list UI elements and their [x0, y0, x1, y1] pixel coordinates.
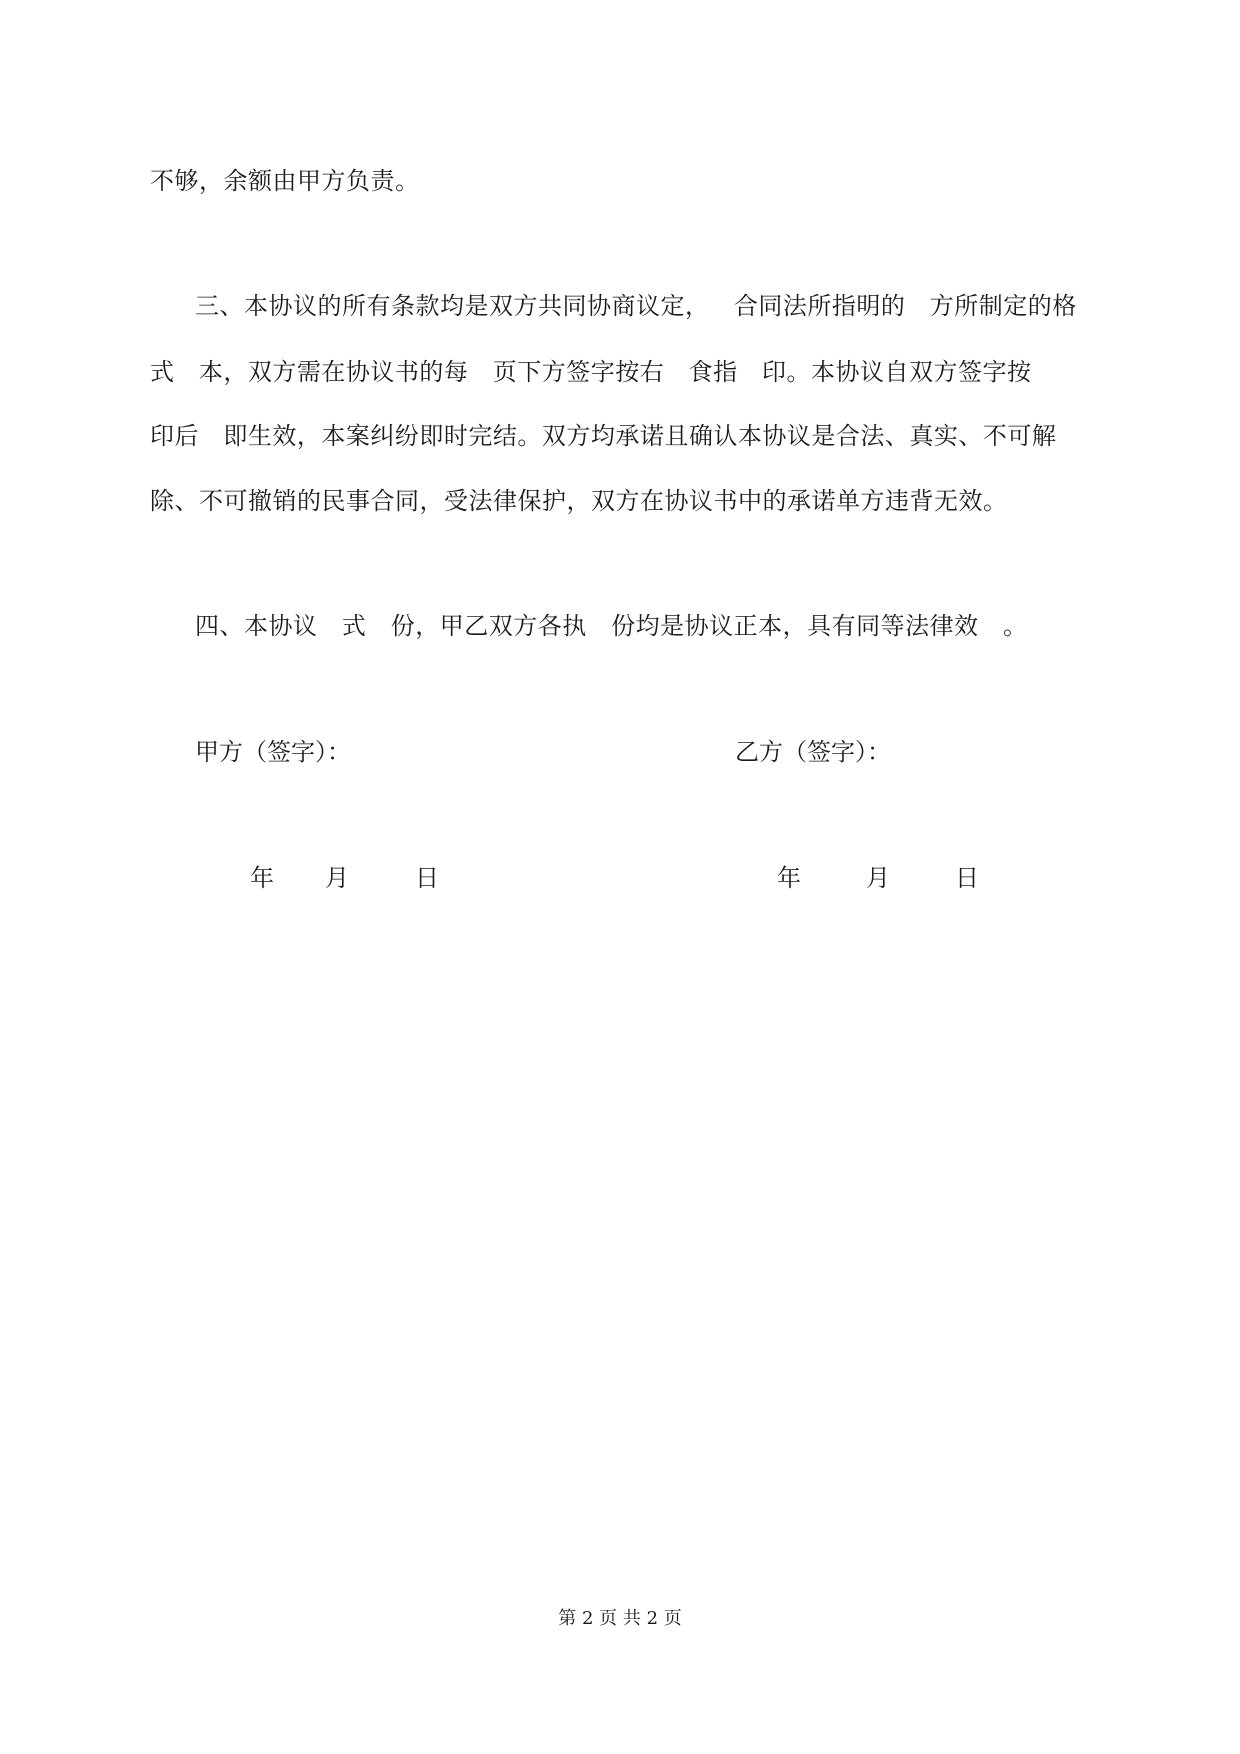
party-b-date-month: 月	[866, 864, 890, 892]
clause-4: 四、本协议 式 份，甲乙双方各执 份均是协议正本，具有同等法律效 。	[195, 612, 1028, 640]
party-b-signature-label: 乙方（签字）：	[735, 738, 891, 766]
party-a-date-month: 月	[325, 864, 349, 892]
clause-3-line-3: 印后 即生效，本案纠纷即时完结。双方均承诺且确认本协议是合法、真实、不可解	[150, 422, 1057, 450]
party-a-signature-label: 甲方（签字）：	[195, 738, 351, 766]
clause-3-line-2: 式 本，双方需在协议书的每 页下方签字按右 食指 印。本协议自双方签字按	[150, 358, 1032, 386]
party-b-date-day: 日	[955, 864, 979, 892]
clause-3-line-1: 三、本协议的所有条款均是双方共同协商议定， 合同法所指明的 方所制定的格	[195, 292, 1077, 320]
page-number-footer: 第 2 页 共 2 页	[558, 1608, 682, 1629]
party-a-date-year: 年	[250, 864, 274, 892]
party-b-date-year: 年	[777, 864, 801, 892]
continuation-line: 不够，余额由甲方负责。	[150, 167, 420, 195]
clause-3-line-4: 除、不可撤销的民事合同，受法律保护，双方在协议书中的承诺单方违背无效。	[150, 487, 1008, 515]
party-a-date-day: 日	[415, 864, 439, 892]
